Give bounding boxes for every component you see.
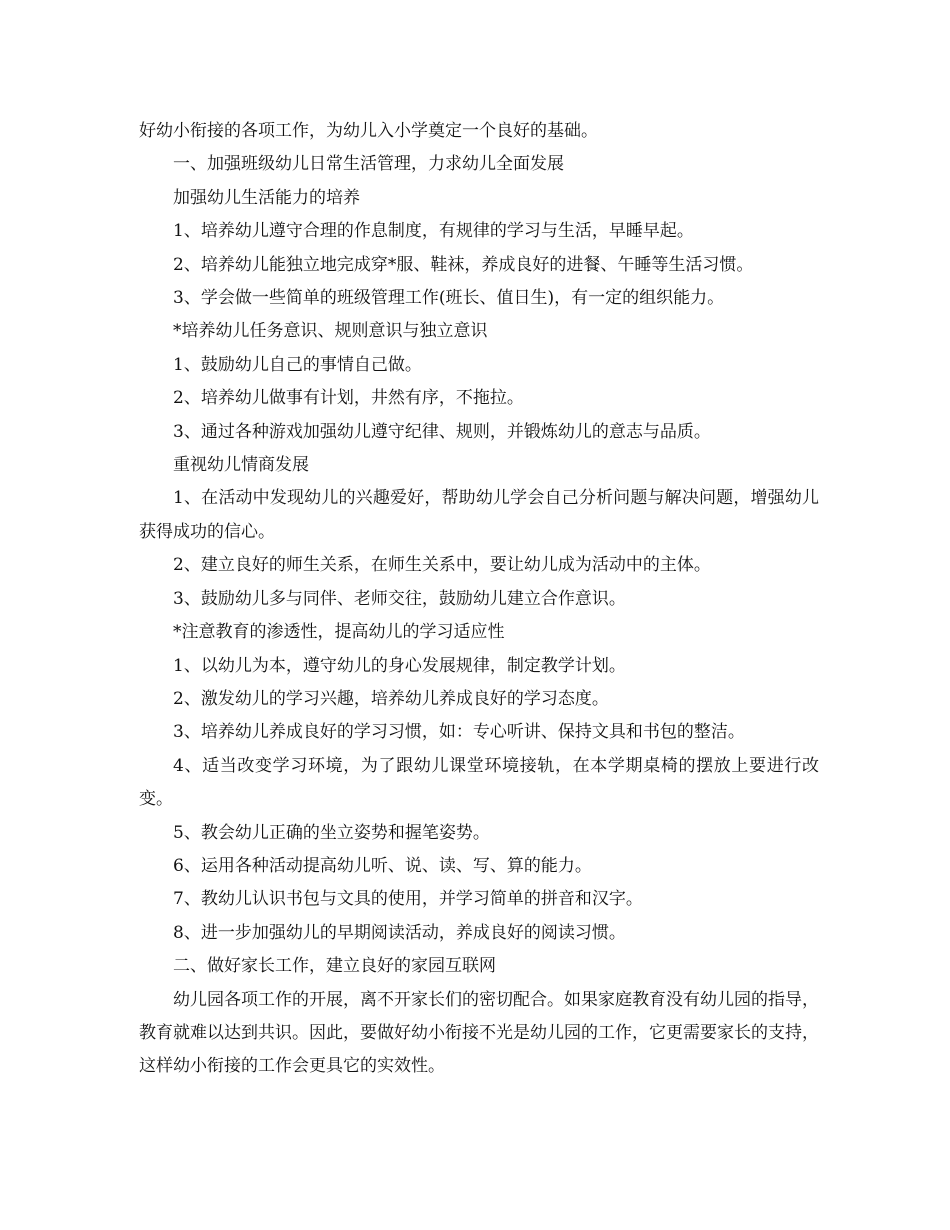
list-item: 3、通过各种游戏加强幼儿遵守纪律、规则，并锻炼幼儿的意志与品质。 — [173, 421, 711, 442]
list-item: 1、在活动中发现幼儿的兴趣爱好，帮助幼儿学会自己分析问题与解决问题，增强幼儿获得成功的信心。 — [139, 488, 819, 542]
list-item: 3、学会做一些简单的班级管理工作(班长、值日生)，有一定的组织能力。 — [173, 288, 725, 309]
subheading-eq-development: 重视幼儿情商发展 — [173, 455, 309, 476]
list-item: 6、运用各种活动提高幼儿听、说、读、写、算的能力。 — [173, 855, 592, 876]
subheading-task-awareness: *培养幼儿任务意识、规则意识与独立意识 — [173, 321, 488, 342]
list-item: 1、以幼儿为本，遵守幼儿的身心发展规律，制定教学计划。 — [173, 655, 626, 676]
list-item: 1、培养幼儿遵守合理的作息制度，有规律的学习与生活，早睡早起。 — [173, 221, 694, 242]
list-item: 7、教幼儿认识书包与文具的使用，并学习简单的拼音和汉字。 — [173, 889, 643, 910]
body-paragraph: 幼儿园各项工作的开展，离不开家长们的密切配合。如果家庭教育没有幼儿园的指导，教育就难以达到共识。因此，要做好幼小衔接不光是幼儿园的工作，它更需要家长的支持，这样幼小衔接的工作会更具它的实效性。 — [139, 989, 819, 1077]
section-heading-2: 二、做好家长工作，建立良好的家园互联网 — [173, 956, 496, 977]
list-item: 4、适当改变学习环境，为了跟幼儿课堂环境接轨，在本学期桌椅的摆放上要进行改变。 — [139, 755, 819, 810]
list-item: 2、建立良好的师生关系，在师生关系中，要让幼儿成为活动中的主体。 — [173, 555, 711, 576]
list-item: 3、鼓励幼儿多与同伴、老师交往，鼓励幼儿建立合作意识。 — [173, 588, 626, 609]
list-item: 8、进一步加强幼儿的早期阅读活动，养成良好的阅读习惯。 — [173, 922, 626, 943]
list-item: 2、培养幼儿能独立地完成穿*服、鞋袜，养成良好的进餐、午睡等生活习惯。 — [173, 254, 754, 275]
list-item: 2、培养幼儿做事有计划，井然有序，不拖拉。 — [173, 388, 524, 409]
subheading-life-skills: 加强幼儿生活能力的培养 — [173, 187, 360, 208]
document-body — [139, 115, 819, 1084]
subheading-learning-adaptability: *注意教育的渗透性，提高幼儿的学习适应性 — [173, 622, 505, 643]
paragraph-continuation: 好幼小衔接的各项工作，为幼儿入小学奠定一个良好的基础。 — [139, 121, 598, 141]
list-item: 5、教会幼儿正确的坐立姿势和握笔姿势。 — [173, 822, 490, 843]
list-item: 2、激发幼儿的学习兴趣，培养幼儿养成良好的学习态度。 — [173, 688, 609, 709]
list-item: 1、鼓励幼儿自己的事情自己做。 — [173, 354, 422, 375]
list-item: 3、培养幼儿养成良好的学习习惯，如：专心听讲、保持文具和书包的整洁。 — [173, 722, 745, 743]
section-heading-1: 一、加强班级幼儿日常生活管理，力求幼儿全面发展 — [173, 154, 564, 175]
